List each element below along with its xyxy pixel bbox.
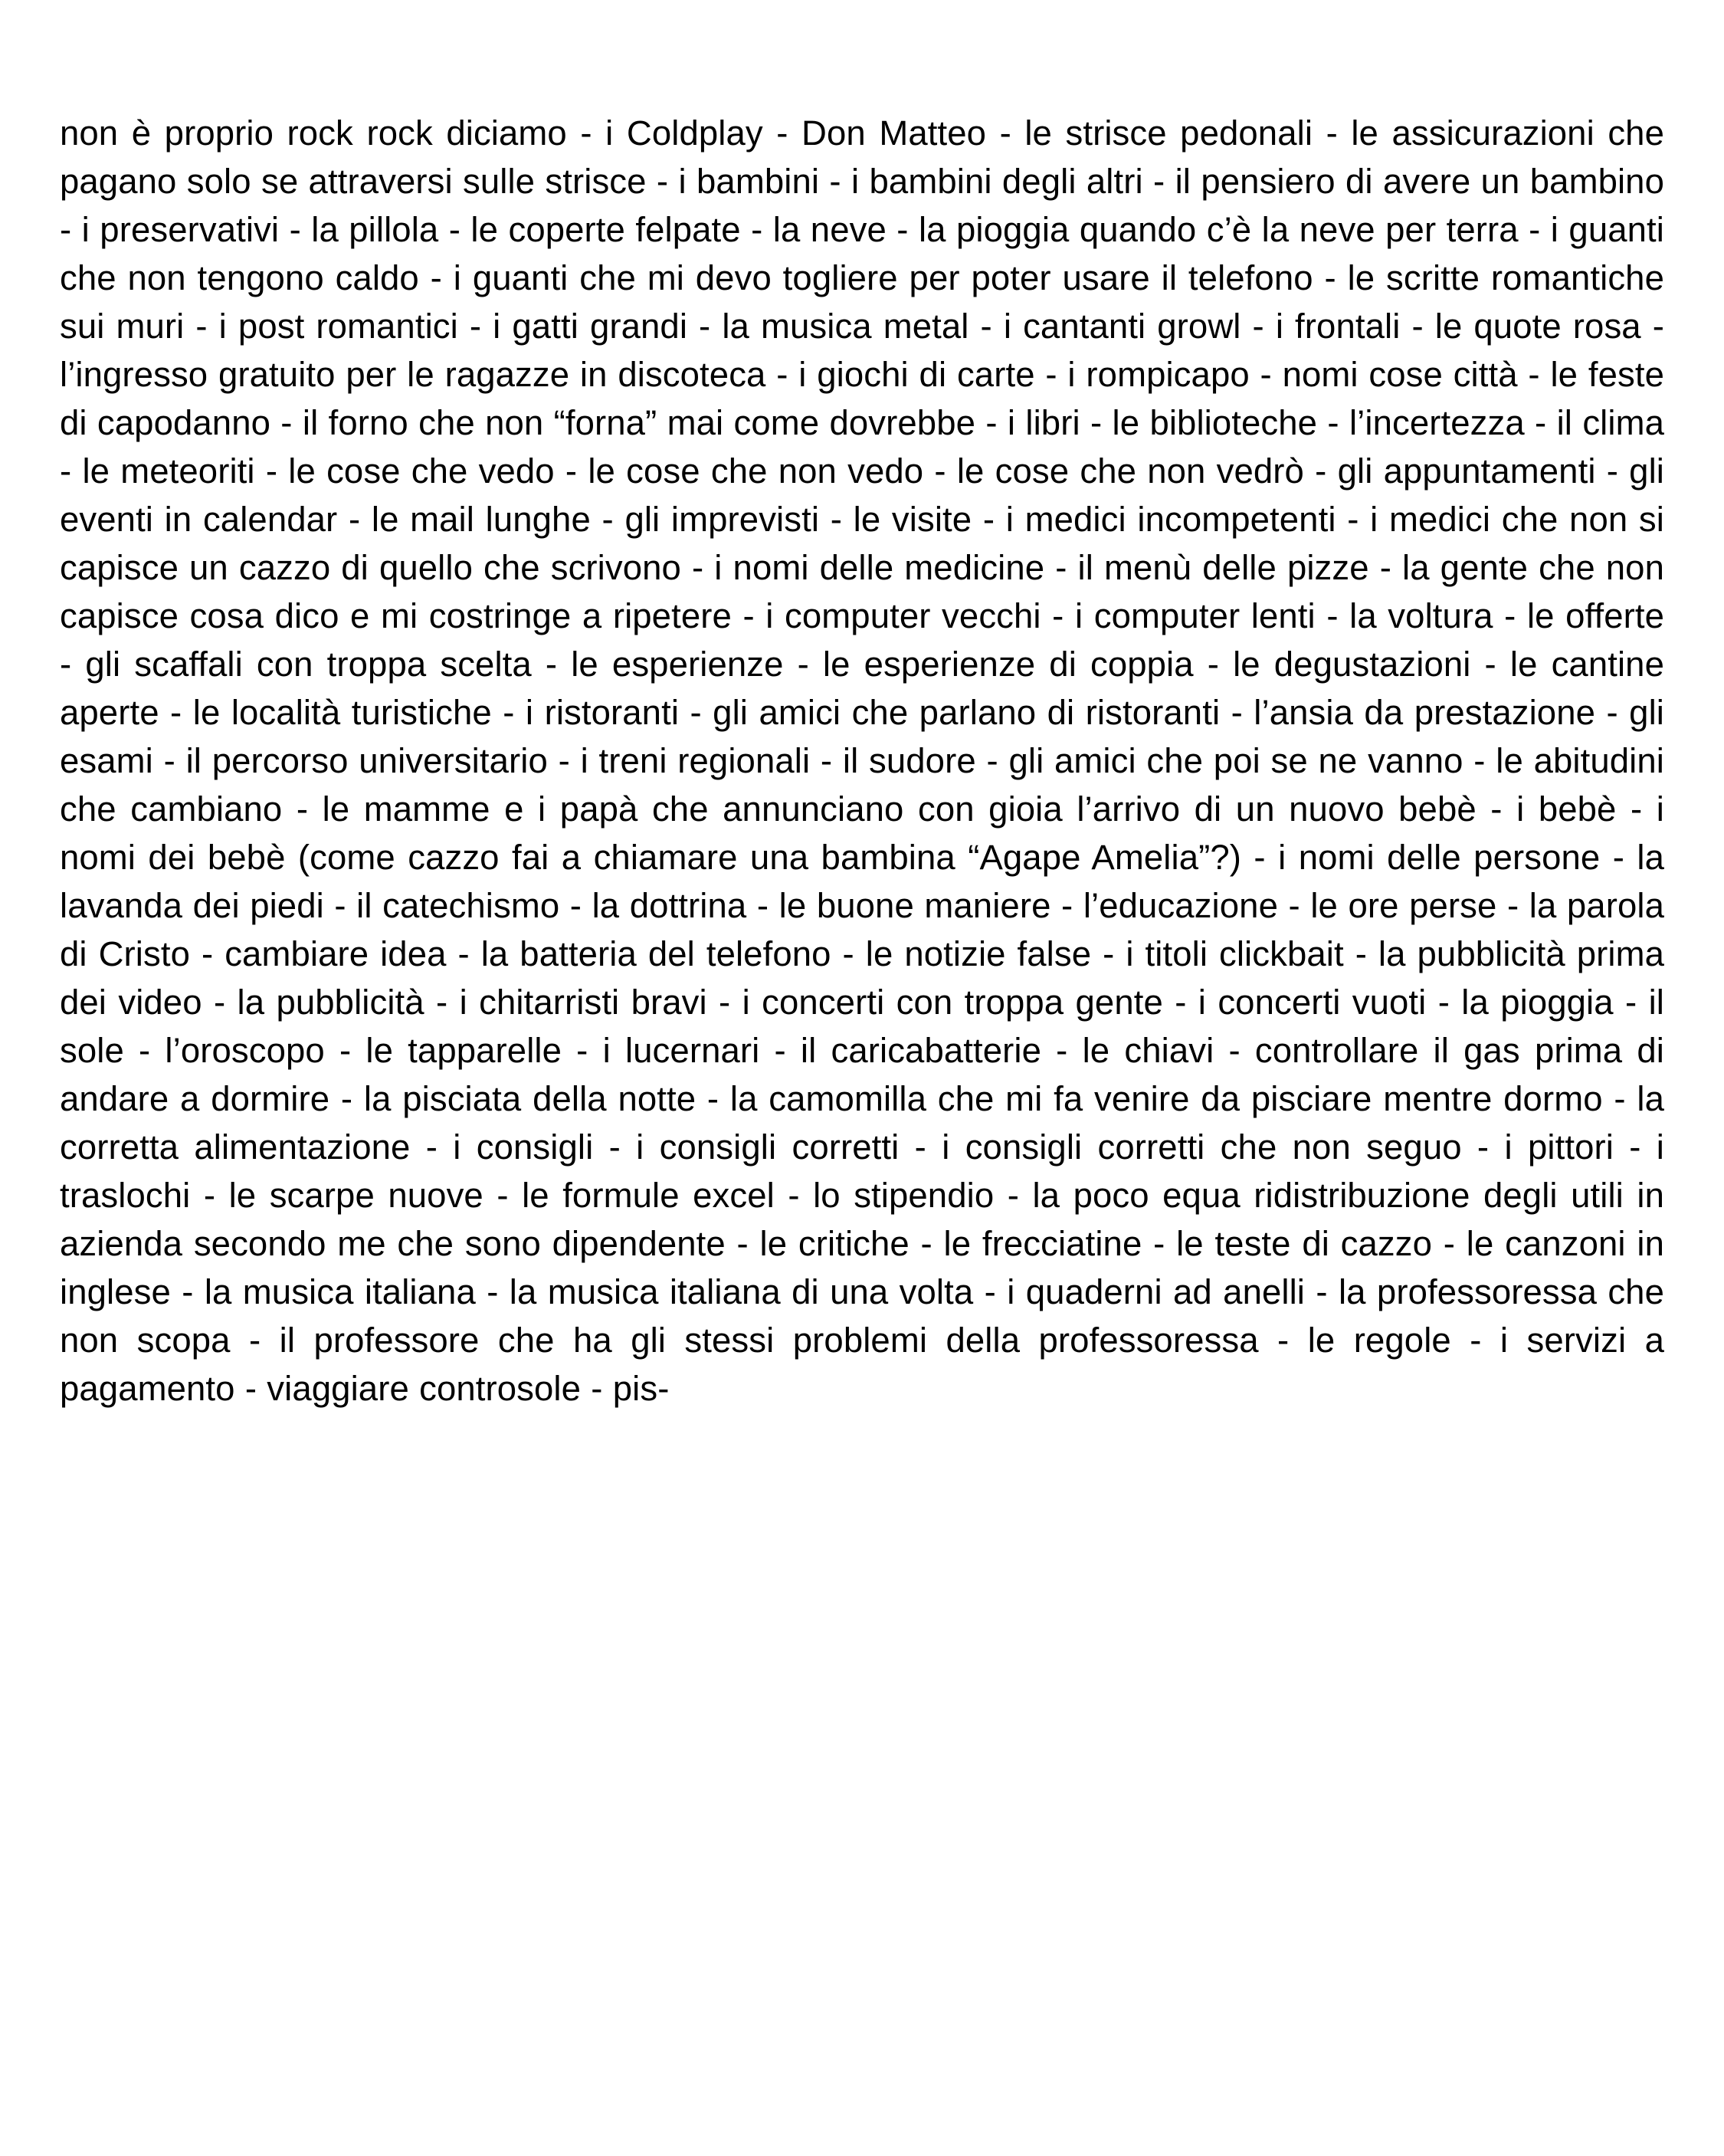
body-paragraph: non è proprio rock rock diciamo - i Coldplay - Don Matteo - le strisce pedonali - le assicurazioni che pagano solo se attraversi sulle strisce - i bambini - i bambini degli altri - il pensiero di avere un bambino - i preservativi - la pillola - le coperte felpate - la neve - la pioggia quando c’è la neve per terra - i guanti che non tengono caldo - i guanti che mi devo togliere per poter usare il telefono - le scritte romantiche sui muri - i post romantici - i gatti grandi - la musica metal - i cantanti growl - i frontali - le quote rosa - l’ingresso gratuito per le ragazze in discoteca - i giochi di carte - i rompicapo - nomi cose città - le feste di capodanno - il forno che non “forna” mai come dovrebbe - i libri - le biblioteche - l’incertezza - il clima - le meteoriti - le cose che vedo - le cose che non vedo - le cose che non vedrò - gli appuntamenti - gli eventi in calendar - le mail lunghe - gli imprevisti - le visite - i medici incompetenti - i medici che non si capisce un cazzo di quello che scrivono - i nomi delle medicine - il menù delle pizze - la gente che non capisce cosa dico e mi costringe a ripetere - i computer vecchi - i computer lenti - la voltura - le offerte - gli scaffali con troppa scelta - le esperienze - le esperienze di coppia - le degustazioni - le cantine aperte - le località turistiche - i ristoranti - gli amici che parlano di ristoranti - l’ansia da prestazione - gli esami - il percorso universitario - i treni regionali - il sudore - gli amici che poi se ne vanno - le abitudini che cambiano - le mamme e i papà che annunciano con gioia l’arrivo di un nuovo bebè - i bebè - i nomi dei bebè (come cazzo fai a chiamare una bambina “Agape Amelia”?) - i nomi delle persone - la lavanda dei piedi - il catechismo - la dottrina - le buone maniere - l’educazione - le ore perse - la parola di Cristo - cambiare idea - la batteria del telefono - le notizie false - i titoli clickbait - la pubblicità prima dei video - la pubblicità - i chitarristi bravi - i concerti con troppa gente - i concerti vuoti - la pioggia - il sole - l’oroscopo - le tapparelle - i lucernari - il caricabatterie - le chiavi - controllare il gas prima di andare a dormire - la pisciata della notte - la camomilla che mi fa venire da pisciare mentre dormo - la corretta alimentazione - i consigli - i consigli corretti - i consigli corretti che non seguo - i pittori - i traslochi - le scarpe nuove - le formule excel - lo stipendio - la poco equa ridistribuzione degli utili in azienda secondo me che sono dipendente - le critiche - le frecciatine - le teste di cazzo - le canzoni in inglese - la musica italiana - la musica italiana di una volta - i quaderni ad anelli - la professoressa che non scopa - il professore che ha gli stessi problemi della professoressa - le regole - i servizi a pagamento - viaggiare controsole - pis-: [60, 113, 1675, 1408]
